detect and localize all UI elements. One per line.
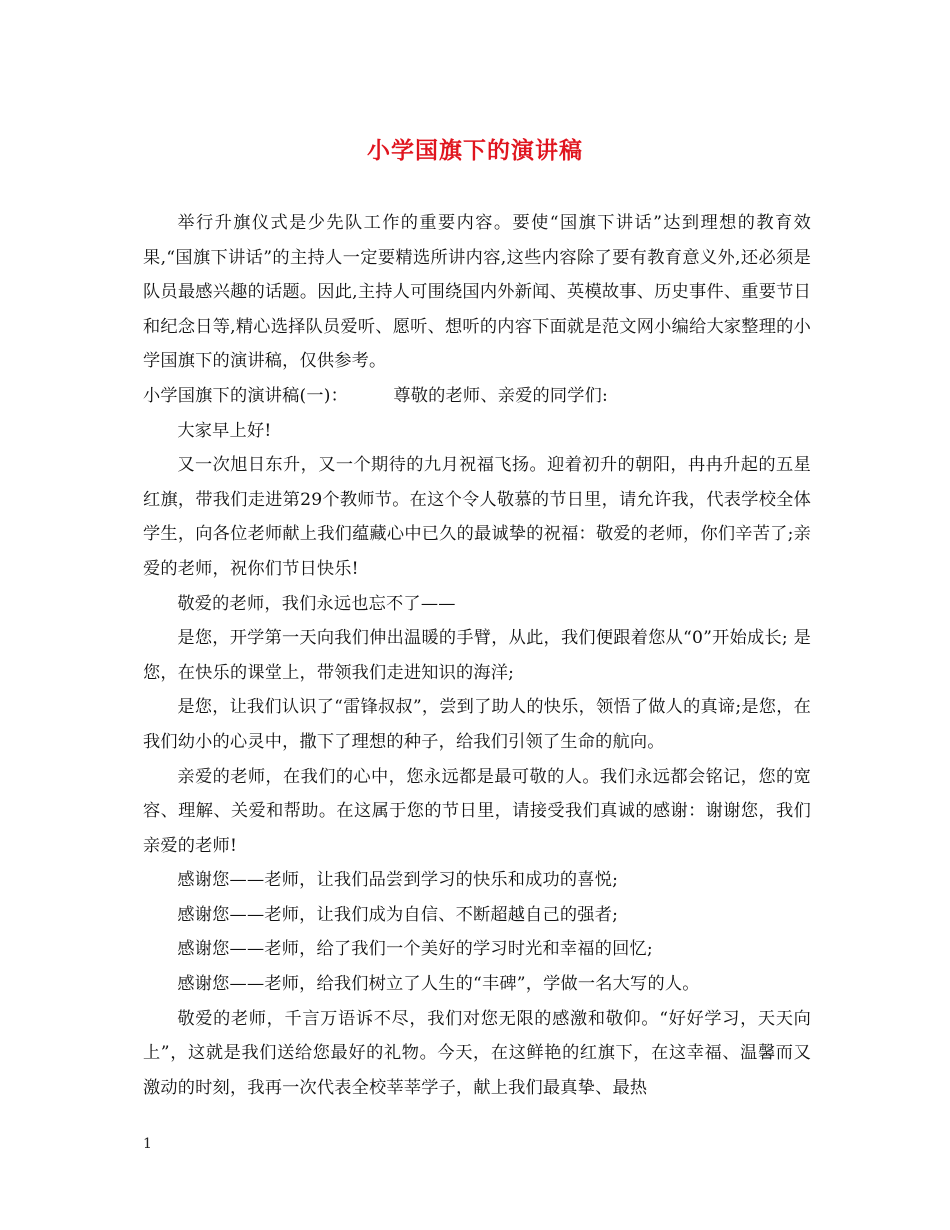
paragraph: 亲爱的老师，在我们的心中，您永远都是最可敬的人。我们永远都会铭记，您的宽容、理解、关爱和帮助。在这属于您的节日里，请接受我们真诚的感谢：谢谢您，我们亲爱的老师! [143,766,811,856]
paragraph: 是您，让我们认识了“雷锋叔叔”，尝到了助人的快乐，领悟了做人的真谛;是您，在我们幼小的心灵中，撒下了理想的种子，给我们引领了生命的航向。 [143,697,811,752]
paragraph: 敬爱的老师，我们永远也忘不了—— [177,593,456,614]
paragraph-speech-heading: 小学国旗下的演讲稿(一)： 尊敬的老师、亲爱的同学们: [143,385,609,406]
paragraph: 是您，开学第一天向我们伸出温暖的手臂，从此，我们便跟着您从“0”开始成长; 是您，在快乐的课堂上，带领我们走进知识的海洋; [143,628,811,683]
document-title: 小学国旗下的演讲稿 [367,137,583,164]
paragraph: 感谢您——老师，给我们树立了人生的“丰碑”，学做一名大写的人。 [177,974,700,995]
paragraph: 感谢您——老师，让我们成为自信、不断超越自己的强者; [177,904,619,925]
document-body [143,206,811,1105]
paragraph-intro: 举行升旗仪式是少先队工作的重要内容。要使“国旗下讲话”达到理想的教育效果,“国旗下讲话”的主持人一定要精选所讲内容,这些内容除了要有教育意义外,还必须是队员最感兴趣的话题。因此,主持人可围绕国内外新闻、英模故事、历史事件、重要节日和纪念日等,精心选择队员爱听、愿听、想听的内容下面就是范文网小编给大家整理的小学国旗下的演讲稿，仅供参考。 [143,213,811,372]
paragraph: 又一次旭日东升，又一个期待的九月祝福飞扬。迎着初升的朝阳，冉冉升起的五星红旗，带我们走进第29个教师节。在这个令人敬慕的节日里，请允许我，代表学校全体学生，向各位老师献上我们蕴藏心中已久的最诚挚的祝福：敬爱的老师，你们辛苦了;亲爱的老师，祝你们节日快乐! [143,455,811,579]
paragraph: 感谢您——老师，让我们品尝到学习的快乐和成功的喜悦; [177,870,619,891]
paragraph: 敬爱的老师，千言万语诉不尽，我们对您无限的感激和敬仰。“好好学习，天天向上”，这就是我们送给您最好的礼物。今天，在这鲜艳的红旗下，在这幸福、温馨而又激动的时刻，我再一次代表全校莘莘学子，献上我们最真挚、最热 [143,1008,811,1098]
paragraph-greeting: 大家早上好! [177,420,272,441]
paragraph: 感谢您——老师，给了我们一个美好的学习时光和幸福的回忆; [177,939,653,960]
page-number: 1 [143,1136,152,1152]
